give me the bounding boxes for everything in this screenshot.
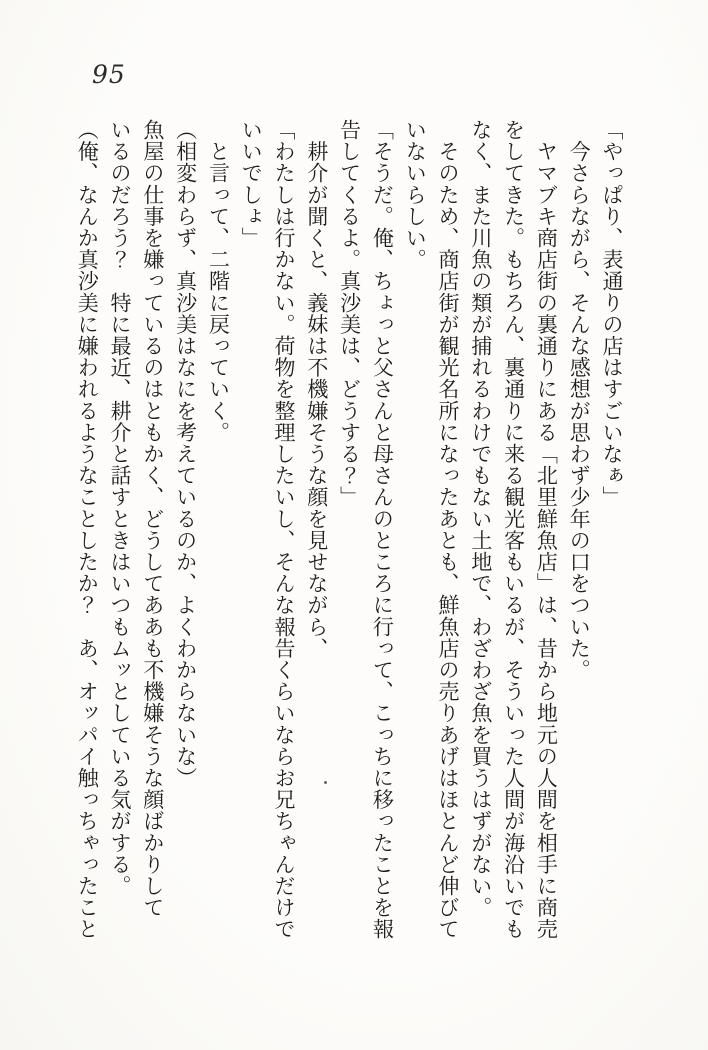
text-line: 「わたしは行かない。荷物を整理したいし、そんな報告くらいならお兄ちゃんだけで xyxy=(272,119,297,940)
text-line: 「やっぱり、表通りの店はすごいなぁ」 xyxy=(600,119,624,508)
vertical-text-block xyxy=(70,119,628,951)
text-line: ヤマブキ商店街の裏通りにある「北里鮮魚店」は、昔から地元の人間を相手に商売 xyxy=(534,119,559,940)
text-line: いるのだろう？ 特に最近、耕介と話すときはいつもムッとしている気がする。 xyxy=(108,119,133,897)
text-line: なく、また川魚の類が捕れるわけでもない土地で、わざわざ魚を買うはずがない。 xyxy=(468,119,493,919)
text-line: （相変わらず、真沙美はなにを考えているのか、よくわからないな） xyxy=(173,119,198,789)
text-line: そのため、商店街が観光名所になったあとも、鮮魚店の売りあげはほとんど伸びて xyxy=(436,119,461,940)
text-line: 今さらながら、そんな感想が思わず少年の口をついた。 xyxy=(567,119,592,681)
text-line: いないらしい。 xyxy=(403,119,428,271)
text-line: 告してくるよ。真沙美は、どうする？」 xyxy=(337,119,362,508)
text-line: をしてきた。もちろん、裏通りに来る観光客もいるが、そういった人間が海沿いでも xyxy=(501,119,526,940)
text-line: 魚屋の仕事を嫌っているのはともかく、どうしてああも不機嫌そうな顔ばかりして xyxy=(140,119,165,919)
scan-speck xyxy=(324,781,327,784)
text-line: （俺、なんか真沙美に嫌われるようなことしたか？ あ、オッパイ触っちゃったこと xyxy=(75,119,100,940)
text-line: 「そうだ。俺、ちょっと父さんと母さんのところに行って、こっちに移ったことを報 xyxy=(370,119,395,940)
text-line: 耕介が聞くと、義妹は不機嫌そうな顔を見せながら、 xyxy=(304,119,329,659)
page-number: 95 xyxy=(92,60,126,89)
text-line: いいでしょ」 xyxy=(239,119,264,249)
text-line: と言って、二階に戻っていく。 xyxy=(206,119,231,443)
